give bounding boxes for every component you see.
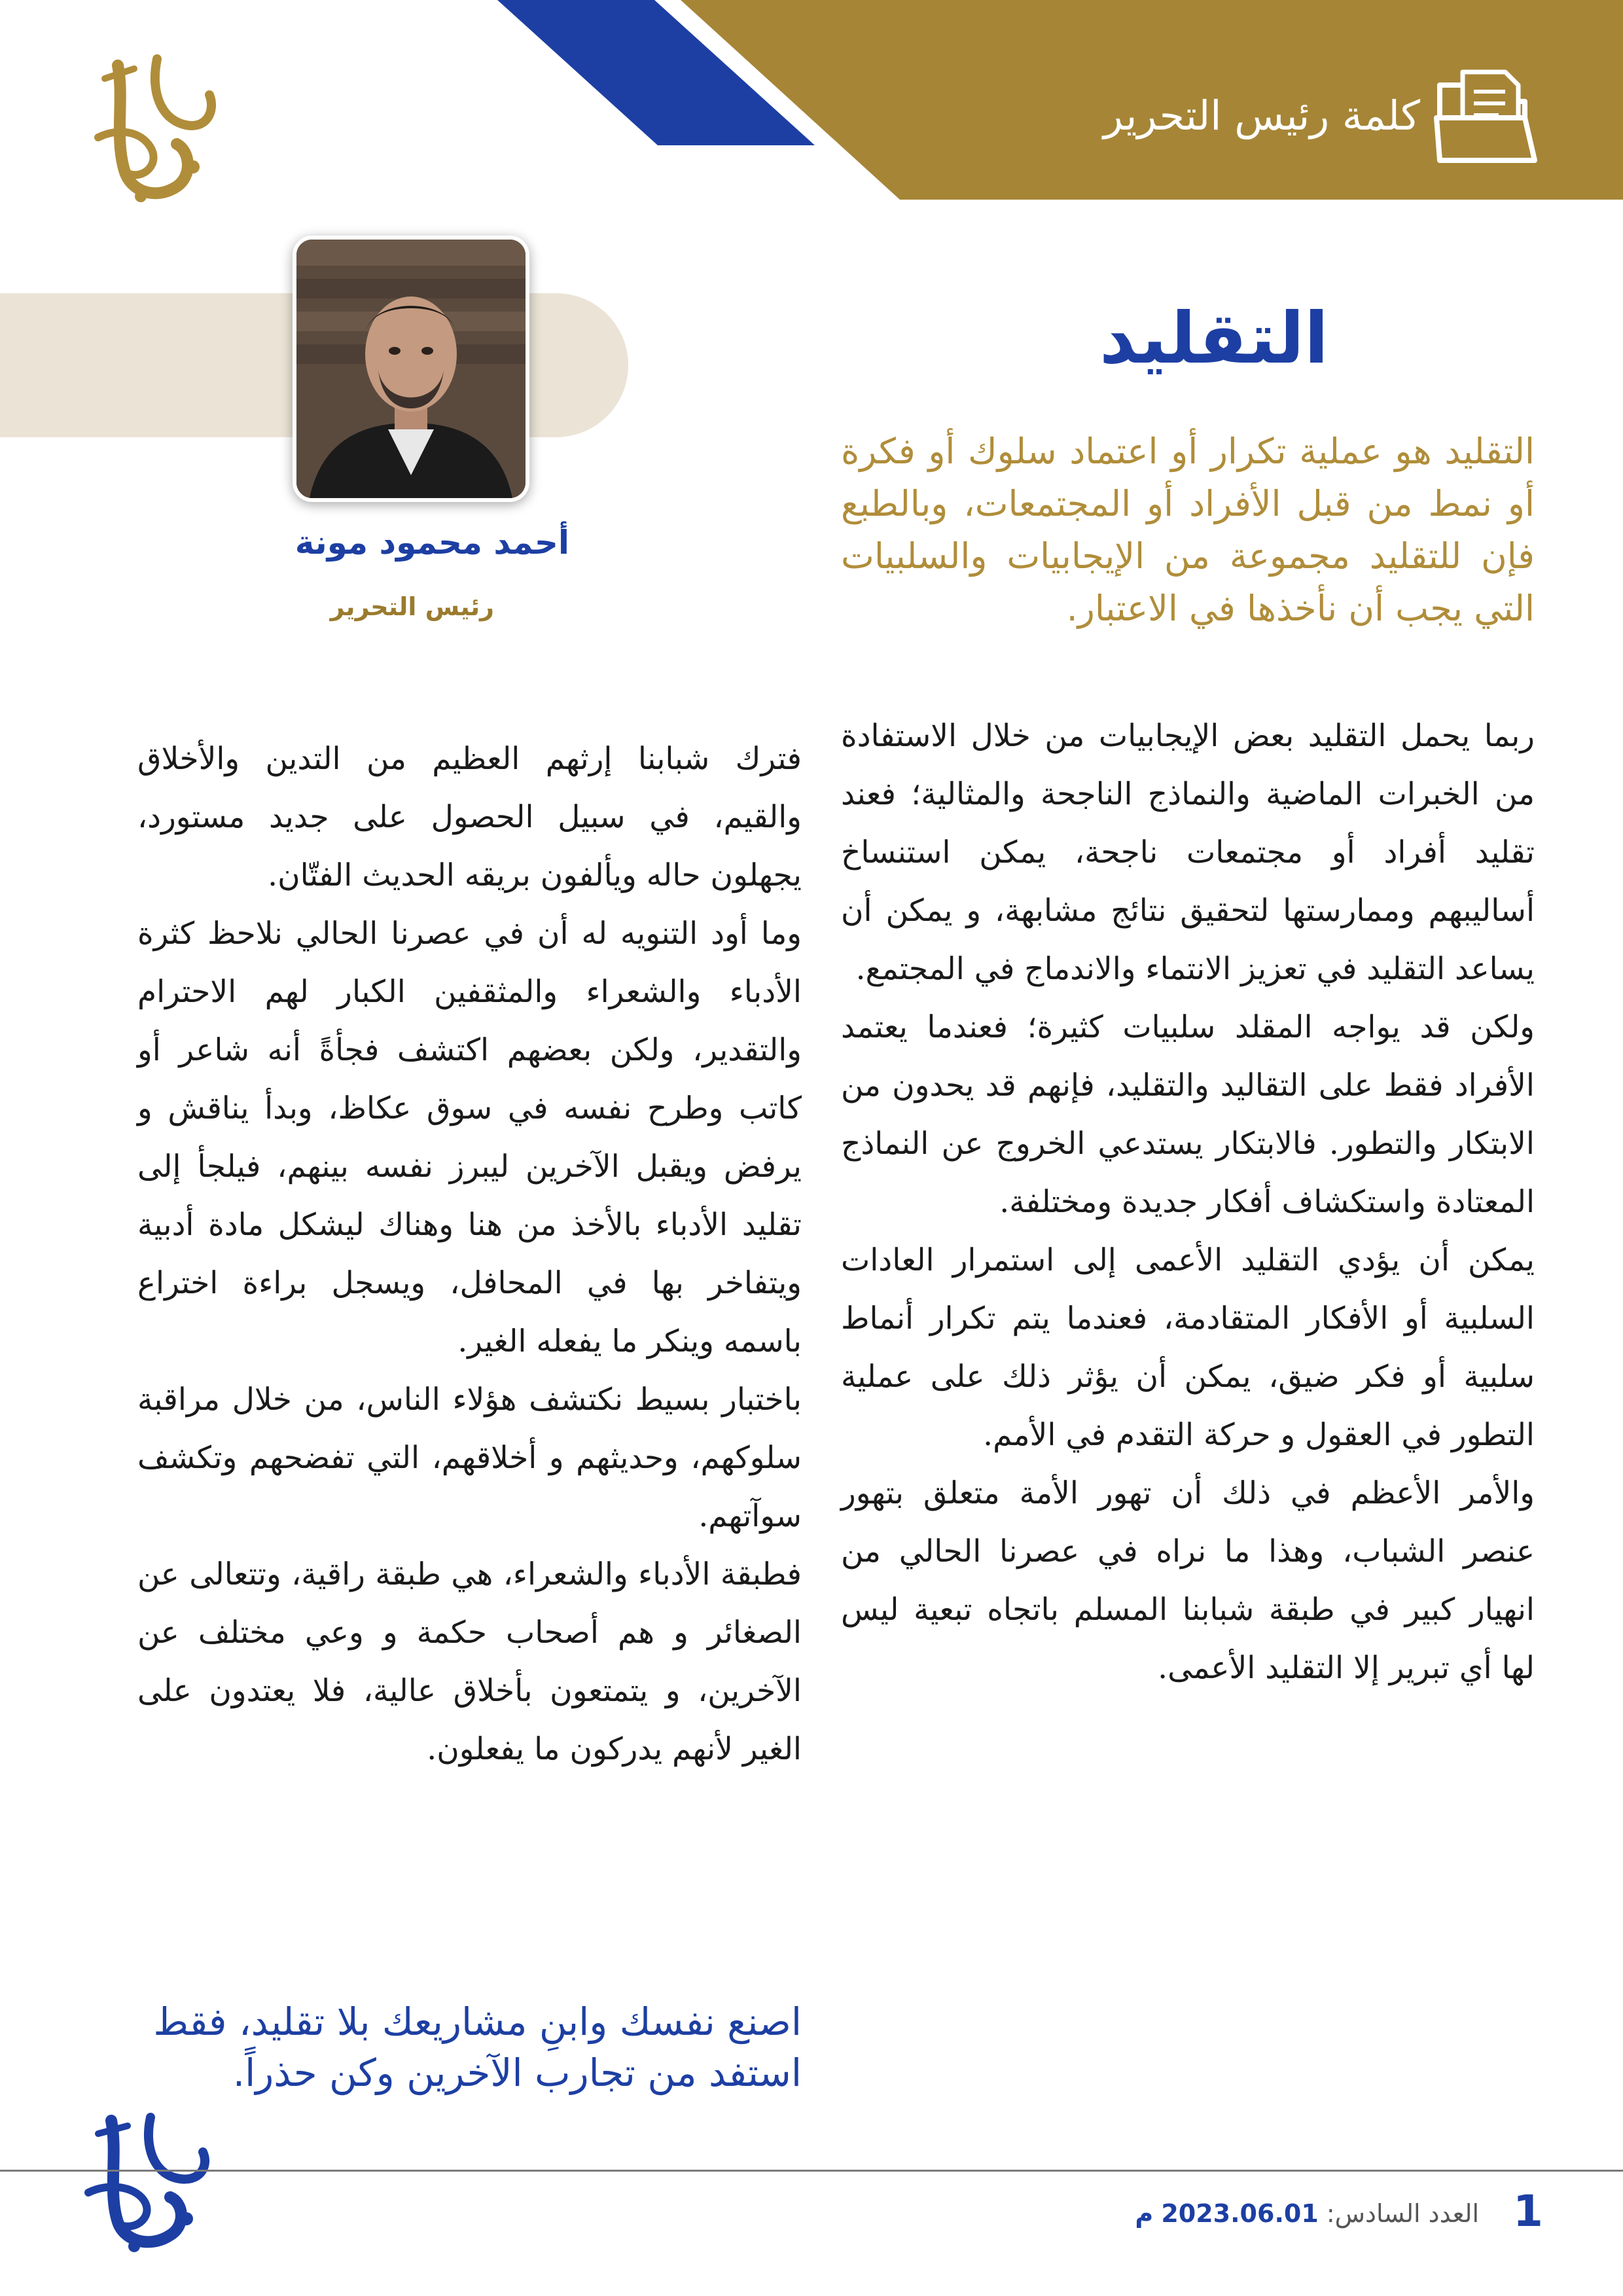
- article-title: التقليد: [1099, 298, 1329, 380]
- awtar-calligraphy-logo-footer: [72, 2101, 223, 2258]
- paragraph: فطبقة الأدباء والشعراء، هي طبقة راقية، وتتعالى عن الصغائر و هم أصحاب حكمة و وعي مختلف عن الآخرين، و يتمتعون بأخلاق عالية، فلا يعتدون على الغير لأنهم يدركون ما يفعلون.: [137, 1556, 802, 1767]
- awtar-calligraphy-logo: [79, 39, 229, 209]
- paragraph: ربما يحمل التقليد بعض الإيجابيات من خلال الاستفادة من الخبرات الماضية والنماذج الناجحة والمثالية؛ فعند تقليد أفراد أو مجتمعات ناجحة، يمكن استنساخ أساليبهم وممارستها لتحقيق نتائج مشابهة، و يمكن أن يساعد التقليد في تعزيز الانتماء والاندماج في المجتمع.: [841, 718, 1535, 987]
- left-column: [137, 730, 802, 1778]
- paragraph: وما أود التنويه له أن في عصرنا الحالي نلاحظ كثرة الأدباء والشعراء والمثقفين الكبار لهم الاحترام والتقدير، ولكن بعضهم اكتشف فجأةً أنه شاعر أو كاتب وطرح نفسه في سوق عكاظ، وبدأ يناقش و يرفض ويقبل الآخرين ليبرز نفسه بينهم، فيلجأ إلى تقليد الأدباء بالأخذ من هنا وهناك ليشكل مادة أدبية ويتفاخر بها في المحافل، ويسجل براءة اختراع باسمه وينكر ما يفعله الغير.: [137, 916, 802, 1359]
- page-number: 1: [1513, 2186, 1543, 2236]
- date-suffix: م: [1135, 2199, 1154, 2228]
- section-title: كلمة رئيس التحرير: [1103, 92, 1420, 139]
- issue-label: العدد السادس:: [1326, 2199, 1479, 2228]
- paragraph: باختبار بسيط نكتشف هؤلاء الناس، من خلال مراقبة سلوكهم، وحديثهم و أخلاقهم، التي تفضحهم وتكشف سوآتهم.: [137, 1382, 802, 1534]
- right-column: [841, 707, 1535, 1697]
- author-photo: [293, 236, 529, 502]
- issue-date: 2023.06.01: [1161, 2199, 1319, 2228]
- footer-divider: [0, 2170, 1623, 2172]
- paragraph: فترك شبابنا إرثهم العظيم من التدين والأخلاق والقيم، في سبيل الحصول على جديد مستورد، يجهلون حاله ويألفون بريقه الحديث الفتّان.: [137, 741, 802, 893]
- closing-quote: اصنع نفسك وابنِ مشاريعك بلا تقليد، فقط استفد من تجارب الآخرين وكن حذراً.: [153, 2000, 802, 2095]
- paragraph: يمكن أن يؤدي التقليد الأعمى إلى استمرار العادات السلبية أو الأفكار المتقادمة، فعندما يتم تكرار أنماط سلبية أو فكر ضيق، يمكن أن يؤثر ذلك على عملية التطور في العقول و حركة التقدم في الأمم.: [841, 1242, 1535, 1453]
- article-intro: التقليد هو عملية تكرار أو اعتماد سلوك أو فكرة أو نمط من قبل الأفراد أو المجتمعات، وبالطبع فإن للتقليد مجموعة من الإيجابيات والسلبيات التي يجب أن نأخذها في الاعتبار.: [841, 431, 1535, 629]
- paragraph: والأمر الأعظم في ذلك أن تهور الأمة متعلق بتهور عنصر الشباب، وهذا ما نراه في عصرنا الحالي من انهيار كبير في طبقة شبابنا المسلم باتجاه تبعية ليس لها أي تبرير إلا التقليد الأعمى.: [841, 1475, 1535, 1686]
- paragraph: ولكن قد يواجه المقلد سلبيات كثيرة؛ فعندما يعتمد الأفراد فقط على التقاليد والتقليد، فإنهم قد يحدون من الابتكار والتطور. فالابتكار يستدعي الخروج عن النماذج المعتادة واستكشاف أفكار جديدة ومختلفة.: [841, 1009, 1535, 1220]
- author-role: رئيس التحرير: [330, 592, 494, 621]
- folder-documents-icon: [1427, 62, 1538, 173]
- footer-issue-info: [1073, 2199, 1479, 2228]
- author-name: أحمد محمود مونة: [294, 524, 569, 562]
